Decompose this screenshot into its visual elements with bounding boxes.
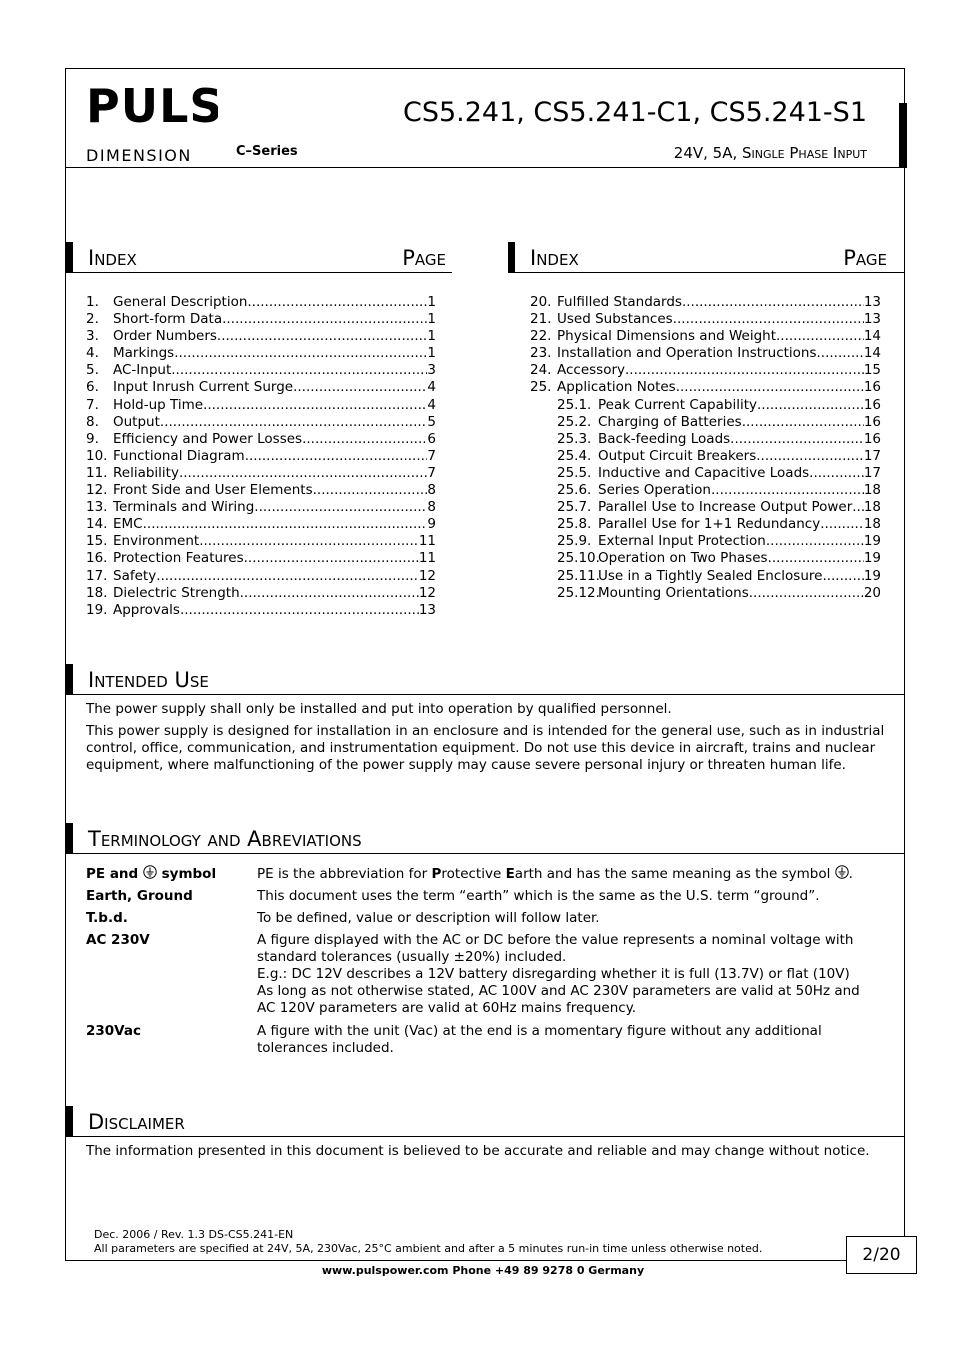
toc-leader [222,311,427,328]
index-left-list [86,294,436,619]
disclaimer-rule [66,1136,905,1137]
toc-number: 23. [530,345,552,362]
toc-leader [809,465,864,482]
toc-leader [776,328,864,345]
intended-use-p2: This power supply is designed for installation in an enclosure and is intended for the general use, such as in industrial control, office, communication, and instrumentation equipment. Do not use this device in aircraft, trains and nuclear equipment, where malfunctioning of the power supply may cause severe personal injury or threaten human life. [86,723,885,773]
toc-page: 16 [863,396,881,413]
intended-use-p1: The power supply shall only be installed and put into operation by qualified personnel. [86,701,672,717]
index-right-heading: Index Page [508,242,905,272]
toc-page: 14 [863,328,881,345]
footer-contact: www.pulspower.com Phone +49 89 9278 0 Germany [321,1264,645,1277]
toc-label: Markings [113,345,175,362]
toc-page: 17 [863,464,881,481]
toc-label: Output Circuit Breakers [598,447,757,464]
toc-page: 16 [863,430,881,447]
toc-page: 18 [863,499,881,516]
toc-row [86,414,436,431]
toc-row [86,362,436,379]
term-value-230vac: A figure with the unit (Vac) at the end is a momentary figure without any additional tolerances included. [257,1023,822,1056]
toc-number: 4. [86,345,99,362]
toc-number: 6. [86,379,99,396]
puls-logo [86,84,218,132]
toc-row [530,568,881,585]
toc-row [86,379,436,396]
toc-leader [757,397,864,414]
toc-number: 25.12. [557,584,600,601]
toc-label: Protection Features [113,550,244,567]
toc-row [530,585,881,602]
toc-label: Series Operation [598,482,711,499]
toc-number: 8. [86,413,99,430]
term-key-ac230: AC 230V [86,932,150,948]
toc-row [86,345,436,362]
toc-number: 24. [530,362,552,379]
toc-label: Parallel Use for 1+1 Redundancy [598,516,821,533]
toc-number: 20. [530,294,552,310]
toc-number: 15. [86,533,108,550]
toc-row [86,585,436,602]
toc-row [86,516,436,533]
toc-label: Accessory [557,362,626,379]
toc-label: Fulfilled Standards [557,294,682,310]
term-key-earth: Earth, Ground [86,888,193,904]
toc-leader [143,516,428,533]
toc-row [530,328,881,345]
toc-row [86,311,436,328]
toc-row [86,602,436,619]
toc-page: 20 [863,584,881,601]
toc-row [530,448,881,465]
toc-page: 1 [427,311,436,328]
toc-label: Functional Diagram [113,447,245,464]
toc-number: 25.7. [557,499,592,516]
toc-row [86,465,436,482]
toc-number: 14. [86,516,108,533]
term-value-tbd: To be defined, value or description will follow later. [257,910,600,926]
index-left-heading: Index Page [66,242,452,272]
toc-number: 25.9. [557,533,592,550]
dimension-logo [86,146,222,168]
toc-leader [625,362,864,379]
footer-revision: Dec. 2006 / Rev. 1.3 DS-CS5.241-EN [94,1228,294,1241]
toc-leader [682,294,864,311]
toc-leader [817,345,864,362]
toc-label: Reliability [113,464,179,481]
toc-row [530,379,881,396]
toc-row [530,294,881,311]
toc-row [530,362,881,379]
toc-number: 25.8. [557,516,592,533]
toc-row [86,568,436,585]
toc-number: 3. [86,328,99,345]
toc-label: Safety [113,567,157,584]
toc-row [530,516,881,533]
toc-leader [730,431,864,448]
toc-leader [676,379,864,396]
toc-number: 25.3. [557,430,592,447]
toc-label: External Input Protection [598,533,766,550]
term-key-tbd: T.b.d. [86,910,128,926]
toc-number: 9. [86,430,99,447]
toc-page: 19 [863,533,881,550]
toc-number: 25.2. [557,413,592,430]
earth-symbol-icon [835,865,849,879]
toc-number: 10. [86,447,108,464]
toc-number: 19. [86,601,108,618]
toc-label: AC-Input [113,362,172,379]
toc-leader [313,482,428,499]
toc-row [530,414,881,431]
toc-page: 19 [863,550,881,567]
toc-row [530,499,881,516]
term-key-pe: PE and symbol [86,866,217,882]
toc-row [530,397,881,414]
toc-number: 25.4. [557,447,592,464]
toc-page: 3 [427,362,436,379]
footer-note: All parameters are specified at 24V, 5A, 230Vac, 25°C ambient and after a 5 minutes run-in time unless otherwise noted. [94,1242,763,1255]
header-side-bar [899,103,907,168]
toc-page: 18 [863,516,881,533]
toc-page: 13 [418,601,436,618]
toc-number: 2. [86,311,99,328]
toc-leader [160,414,428,431]
toc-page: 18 [863,482,881,499]
index-left-rule [66,272,452,273]
toc-number: 11. [86,464,108,481]
toc-leader [742,414,864,431]
toc-leader [217,328,427,345]
toc-label: Application Notes [557,379,676,396]
toc-label: Efficiency and Power Losses [113,430,303,447]
toc-number: 18. [86,584,108,601]
toc-leader [756,448,864,465]
term-value-pe: PE is the abbreviation for Protective Earth and has the same meaning as the symbol . [257,866,853,882]
toc-leader [199,533,419,550]
toc-row [530,482,881,499]
toc-number: 25.10. [557,550,600,567]
toc-row [86,482,436,499]
toc-label: General Description [113,294,248,310]
toc-page: 13 [863,294,881,310]
toc-number: 13. [86,499,108,516]
toc-label: Mounting Orientations [598,584,749,601]
index-right-list [530,294,881,602]
toc-label: Order Numbers [113,328,217,345]
toc-number: 25.11. [557,567,600,584]
toc-leader [673,311,864,328]
toc-page: 4 [427,396,436,413]
toc-number: 25.5. [557,464,592,481]
page-subtitle: 24V, 5A, Single Phase Input [673,144,867,162]
toc-page: 7 [427,464,436,481]
toc-leader [766,533,864,550]
toc-row [86,328,436,345]
toc-number: 17. [86,567,108,584]
toc-leader [171,362,427,379]
toc-number: 1. [86,294,99,310]
toc-label: Terminals and Wiring [113,499,255,516]
svg-text:PULS: PULS [86,84,218,128]
page-number: 2/20 [846,1236,917,1274]
toc-leader [820,516,864,533]
toc-label: Operation on Two Phases [598,550,768,567]
toc-row [530,533,881,550]
toc-leader [244,550,419,567]
toc-leader [247,294,427,311]
toc-page: 16 [863,413,881,430]
toc-number: 7. [86,396,99,413]
toc-page: 4 [427,379,436,396]
toc-row [86,550,436,567]
toc-number: 25.1. [557,396,592,413]
disclaimer-text: The information presented in this document is believed to be accurate and reliable and may change without notice. [86,1143,870,1159]
toc-row [86,448,436,465]
toc-page: 12 [418,567,436,584]
terminology-heading: Terminology and Abreviations [66,823,905,853]
toc-leader [156,568,419,585]
page-title: CS5.241, CS5.241-C1, CS5.241-S1 [402,97,867,128]
toc-page: 13 [863,311,881,328]
toc-page: 1 [427,294,436,310]
toc-row [86,397,436,414]
disclaimer-heading: Disclaimer [66,1106,905,1136]
toc-row [86,294,436,311]
toc-label: Physical Dimensions and Weight [557,328,777,345]
toc-page: 12 [418,584,436,601]
toc-page: 1 [427,328,436,345]
toc-label: Installation and Operation Instructions [557,345,817,362]
toc-page: 17 [863,447,881,464]
toc-label: Back-feeding Loads [598,430,731,447]
toc-leader [180,602,419,619]
toc-label: Parallel Use to Increase Output Power [598,499,853,516]
toc-number: 21. [530,311,552,328]
toc-row [530,550,881,567]
toc-leader [711,482,864,499]
toc-leader [749,585,864,602]
toc-number: 22. [530,328,552,345]
term-value-ac230-example: E.g.: DC 12V describes a 12V battery disregarding whether it is full (13.7V) or flat (10V) [257,966,850,982]
toc-label: Environment [113,533,200,550]
toc-label: Use in a Tightly Sealed Enclosure [598,567,823,584]
toc-number: 12. [86,482,108,499]
toc-number: 25. [530,379,552,396]
toc-label: Front Side and User Elements [113,482,313,499]
toc-row [86,533,436,550]
toc-page: 11 [418,550,436,567]
toc-page: 1 [427,345,436,362]
toc-label: Hold-up Time [113,396,204,413]
toc-label: Used Substances [557,311,673,328]
toc-label: Inductive and Capacitive Loads [598,464,810,481]
toc-label: Short-form Data [113,311,223,328]
toc-label: Input Inrush Current Surge [113,379,294,396]
toc-row [530,345,881,362]
series-label: C–Series [236,144,298,159]
toc-number: 25.6. [557,482,592,499]
toc-label: EMC [113,516,143,533]
toc-row [530,465,881,482]
toc-page: 8 [427,499,436,516]
index-right-rule [508,272,905,273]
toc-number: 5. [86,362,99,379]
toc-row [530,431,881,448]
toc-leader [822,568,863,585]
toc-row [86,431,436,448]
toc-leader [254,499,427,516]
terminology-rule [66,853,905,854]
terminology-table [86,865,886,1065]
toc-page: 9 [427,516,436,533]
term-key-230vac: 230Vac [86,1023,142,1039]
earth-symbol-icon [143,865,157,879]
toc-leader [768,550,864,567]
toc-leader [179,465,427,482]
toc-row [530,311,881,328]
toc-label: Charging of Batteries [598,413,742,430]
toc-page: 7 [427,447,436,464]
svg-text:DIMENSION: DIMENSION [86,146,192,164]
toc-page: 15 [863,362,881,379]
intended-use-rule [66,694,905,695]
toc-page: 16 [863,379,881,396]
term-value-ac230-note: As long as not otherwise stated, AC 100V and AC 230V parameters are valid at 50Hz and AC 120V parameters are valid at 60Hz mains frequency. [257,983,860,1016]
toc-leader [293,379,427,396]
toc-row [86,499,436,516]
toc-leader [302,431,427,448]
toc-page: 14 [863,345,881,362]
intended-use-heading: Intended Use [66,664,905,694]
term-value-ac230: A figure displayed with the AC or DC before the value represents a nominal voltage with standard tolerances (usually ±20%) included. [257,932,854,965]
toc-leader [240,585,419,602]
toc-leader [245,448,428,465]
toc-leader [852,499,864,516]
term-value-earth: This document uses the term “earth” which is the same as the U.S. term “ground”. [257,888,820,904]
toc-leader [203,397,427,414]
toc-page: 5 [427,413,436,430]
toc-number: 16. [86,550,108,567]
toc-page: 11 [418,533,436,550]
toc-label: Output [113,413,160,430]
toc-label: Approvals [113,601,180,618]
toc-leader [174,345,427,362]
toc-label: Peak Current Capability [598,396,757,413]
toc-label: Dielectric Strength [113,584,240,601]
toc-page: 8 [427,482,436,499]
toc-page: 6 [427,430,436,447]
toc-page: 19 [863,567,881,584]
